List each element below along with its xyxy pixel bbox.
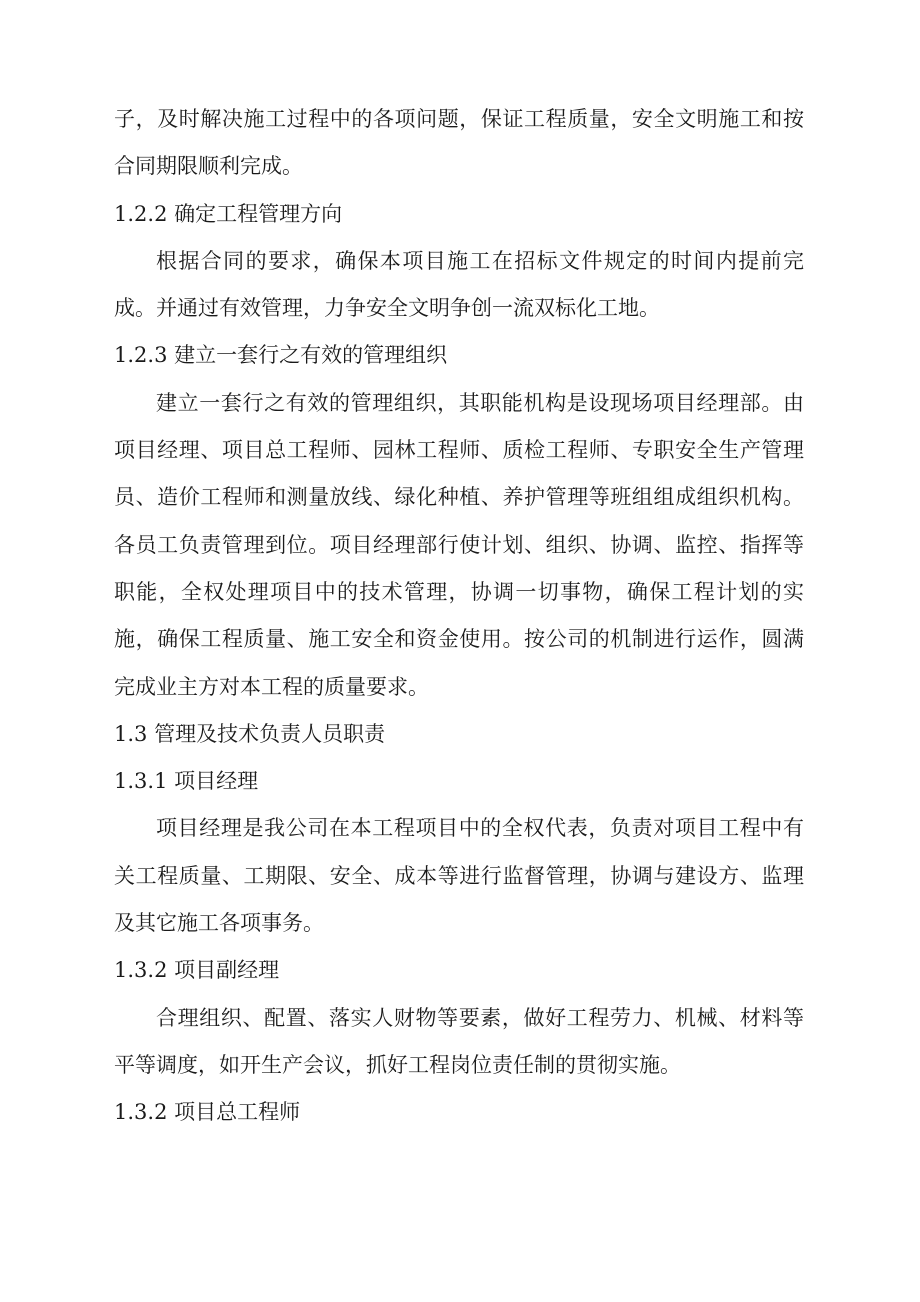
paragraph-project-manager: 项目经理是我公司在本工程项目中的全权代表，负责对项目工程中有关工程质量、工期限、安全、成本等进行监督管理，协调与建设方、监理及其它施工各项事务。 xyxy=(114,816,804,936)
section-heading-1-3: 1.3 管理及技术负责人员职责 xyxy=(114,721,386,746)
section-heading-1-3-2-chief-engineer: 1.3.2 项目总工程师 xyxy=(114,1100,301,1125)
document-body xyxy=(114,96,804,1137)
section-heading-1-2-3: 1.2.3 建立一套行之有效的管理组织 xyxy=(114,343,448,368)
paragraph-management-organization: 建立一套行之有效的管理组织，其职能机构是设现场项目经理部。由项目经理、项目总工程师、园林工程师、质检工程师、专职安全生产管理员、造价工程师和测量放线、绿化种植、养护管理等班组组成组织机构。各员工负责管理到位。项目经理部行使计划、组织、协调、监控、指挥等职能，全权处理项目中的技术管理，协调一切事物，确保工程计划的实施，确保工程质量、施工安全和资金使用。按公司的机制进行运作，圆满完成业主方对本工程的质量要求。 xyxy=(114,390,804,699)
section-heading-1-3-2-deputy: 1.3.2 项目副经理 xyxy=(114,958,280,983)
paragraph-deputy-manager: 合理组织、配置、落实人财物等要素，做好工程劳力、机械、材料等平等调度，如开生产会议，抓好工程岗位责任制的贯彻实施。 xyxy=(114,1005,804,1077)
paragraph-continuation: 子，及时解决施工过程中的各项问题，保证工程质量，安全文明施工和按合同期限顺利完成。 xyxy=(114,107,804,179)
section-heading-1-3-1: 1.3.1 项目经理 xyxy=(114,769,259,794)
paragraph-management-direction: 根据合同的要求，确保本项目施工在招标文件规定的时间内提前完成。并通过有效管理，力争安全文明争创一流双标化工地。 xyxy=(114,248,804,321)
section-heading-1-2-2: 1.2.2 确定工程管理方向 xyxy=(114,201,343,226)
